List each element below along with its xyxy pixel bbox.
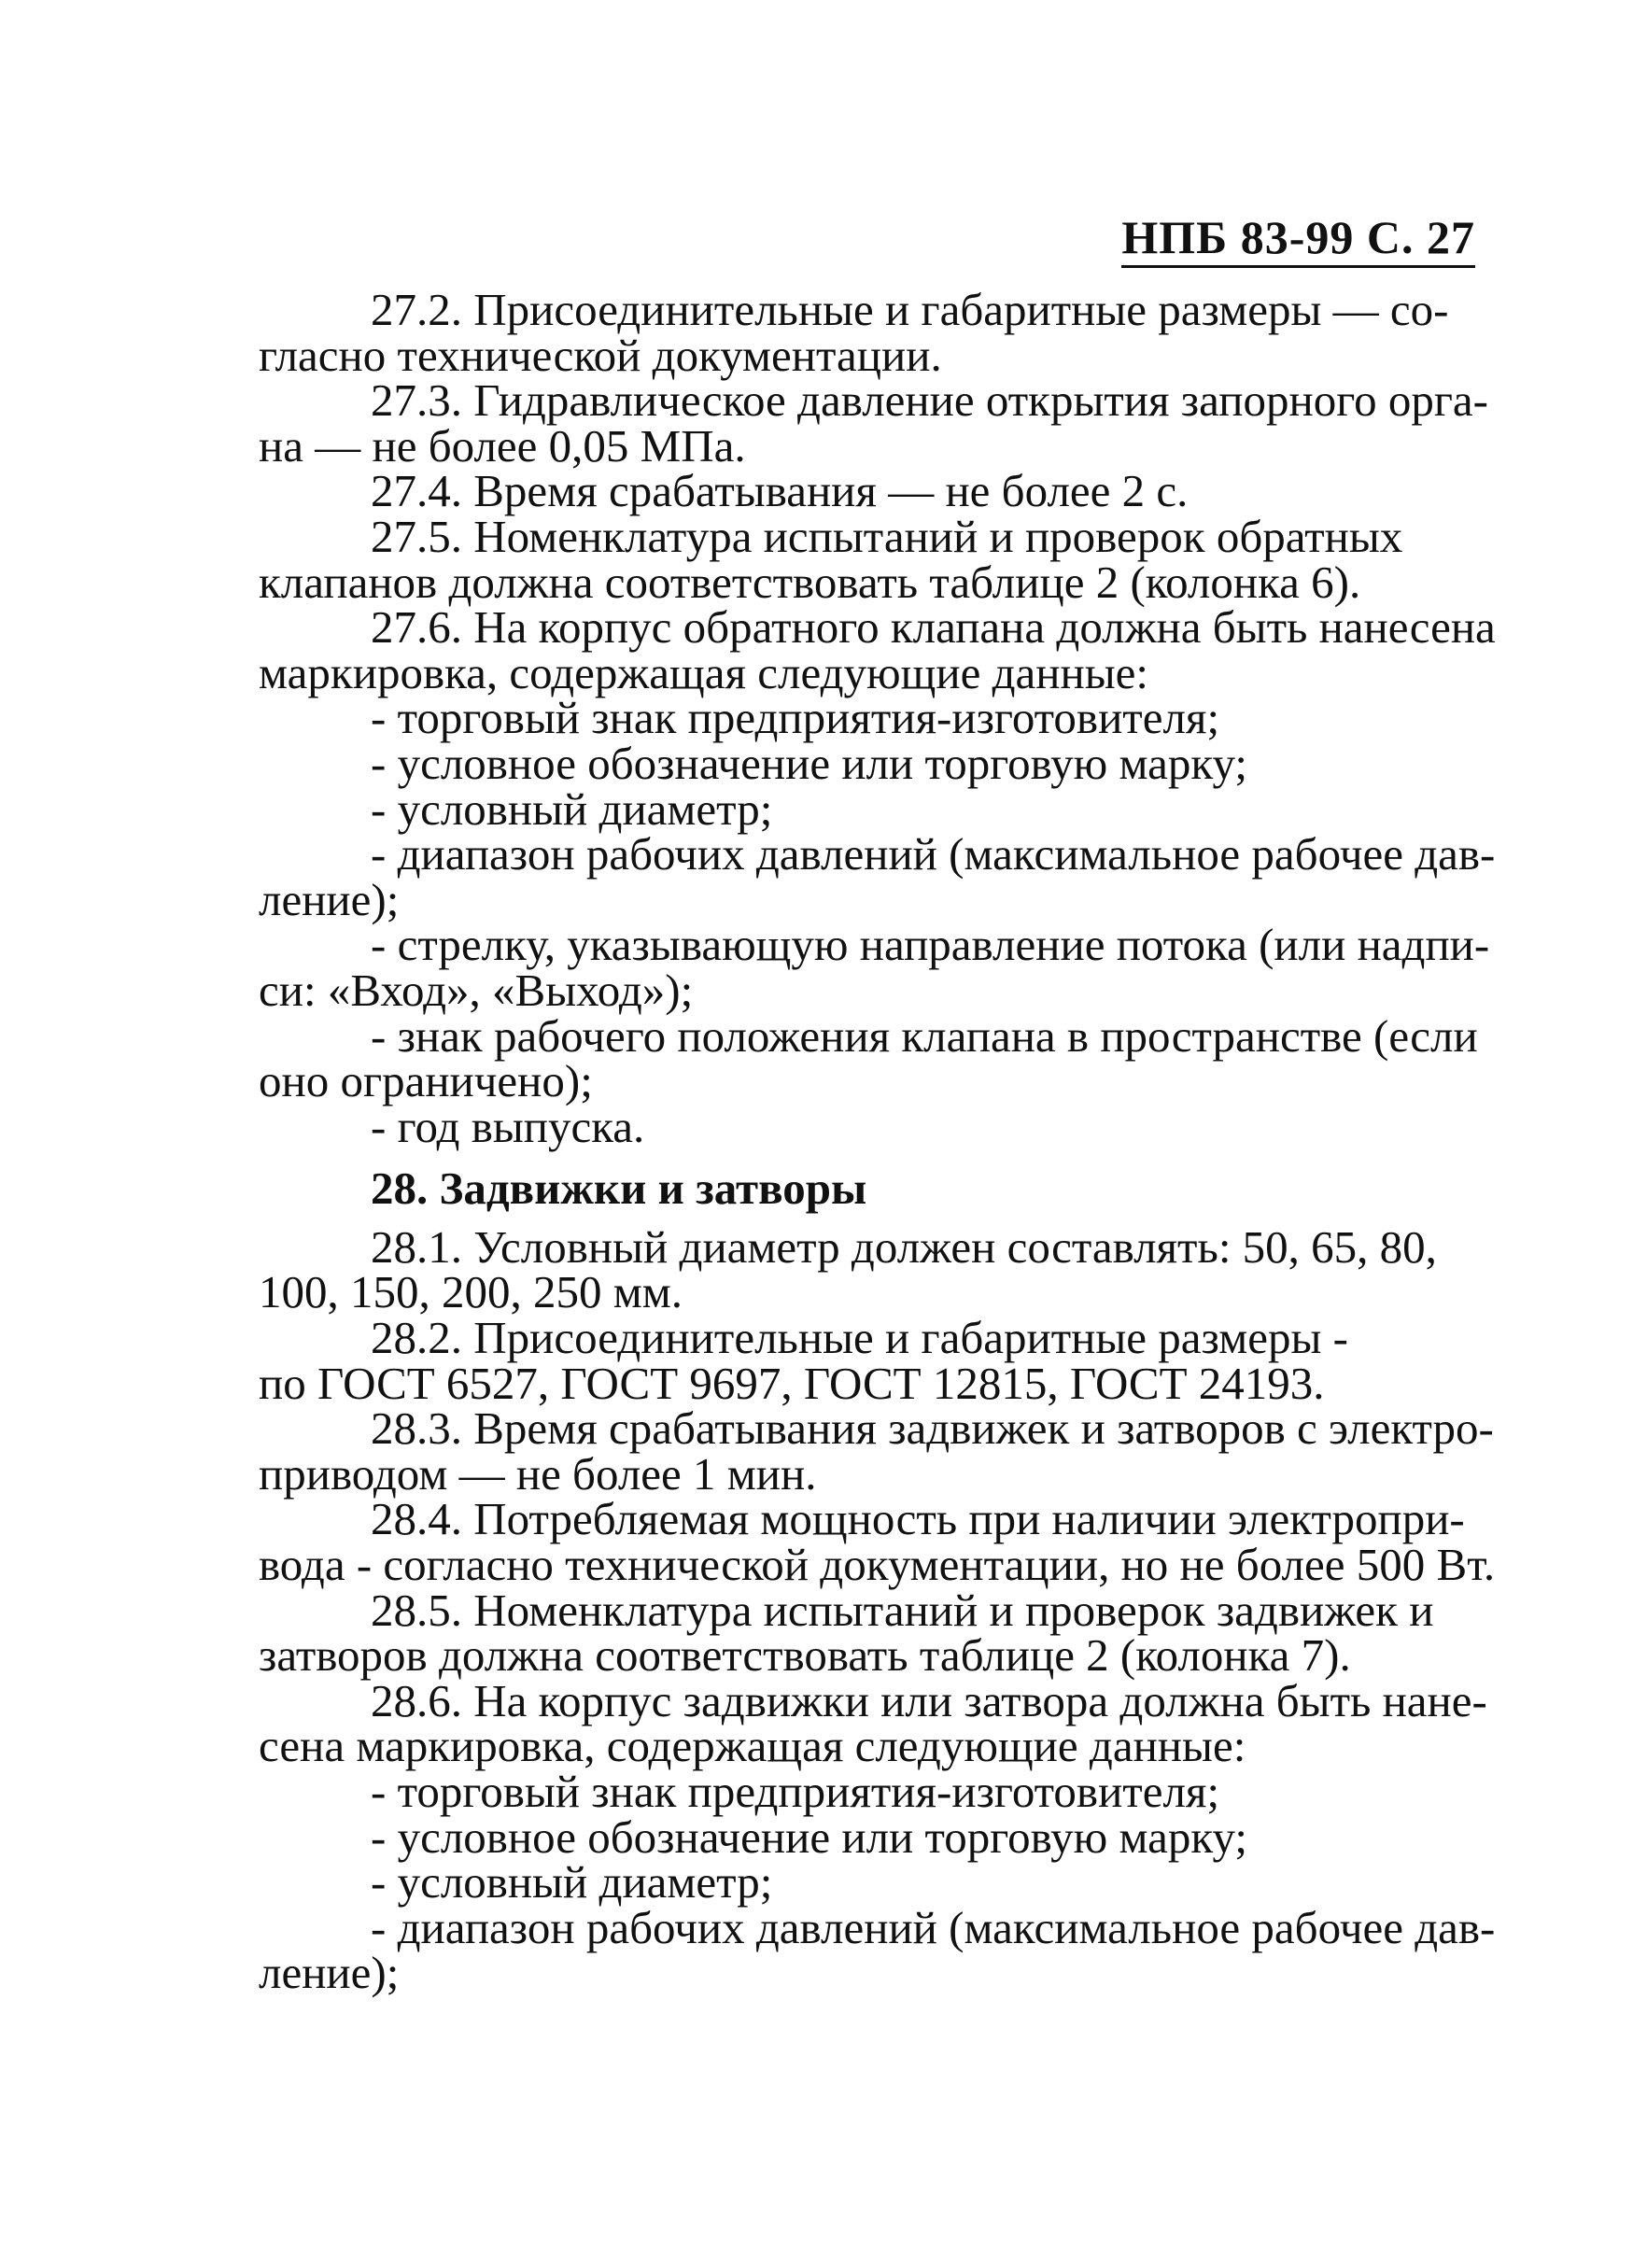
- paragraph-line: на — не более 0,05 МПа.: [259, 419, 746, 472]
- paragraph-line: [259, 284, 1477, 335]
- paragraph-line: 27.3. Гидравлическое давление открытия запорного орга-: [371, 374, 1488, 427]
- paragraph-line: затворов должна соответствовать таблице 2 (колонка 7).: [259, 1629, 1351, 1682]
- list-item-continuation: ление);: [259, 1947, 400, 1999]
- paragraph-line: вода - согласно технической документации, но не более 500 Вт.: [259, 1539, 1496, 1591]
- paragraph-28-4: [259, 1493, 1496, 1591]
- paragraph-line: 28.2. Присоединительные и габаритные размеры -: [371, 1312, 1348, 1364]
- line-text: 27.2. Присоединительные и габаритные размеры — со-: [371, 284, 1449, 335]
- paragraph-line: сена маркировка, содержащая следующие данные:: [259, 1720, 1246, 1772]
- list-item-continuation: оно ограничено);: [259, 1055, 593, 1107]
- list-item: - условное обозначение или торговую марку;: [371, 737, 1247, 789]
- paragraph-line: маркировка, содержащая следующие данные:: [259, 646, 1148, 698]
- paragraph-27-3: [259, 374, 1488, 472]
- marking-list-28: [259, 1766, 1496, 1999]
- list-item: - стрелку, указывающую направление потока (или надпи-: [371, 919, 1490, 971]
- paragraph-line: 28.1. Условный диаметр должен составлять: 50, 65, 80,: [371, 1220, 1437, 1273]
- paragraph-line: приводом — не более 1 мин.: [259, 1447, 817, 1500]
- section-heading-28: 28. Задвижки и затворы: [371, 1162, 867, 1215]
- paragraph-28-3: [259, 1402, 1494, 1500]
- list-item: - диапазон рабочих давлений (максимальное рабочее дав-: [371, 1901, 1496, 1953]
- list-item: - знак рабочего положения клапана в пространстве (если: [371, 1009, 1478, 1062]
- paragraph-27-4: [259, 465, 1477, 517]
- paragraph-line: 27.6. На корпус обратного клапана должна быть нанесена: [371, 601, 1496, 654]
- document-body: [259, 284, 1496, 1999]
- list-item: - условный диаметр;: [371, 1856, 773, 1909]
- paragraph-27-6: [259, 601, 1496, 698]
- paragraph-28-1: [259, 1220, 1477, 1318]
- paragraph-line: 28.3. Время срабатывания задвижек и затворов с электро-: [371, 1402, 1494, 1455]
- paragraph-line: 28.5. Номенклатура испытаний и проверок задвижек и: [371, 1584, 1434, 1636]
- marking-list-27: [259, 692, 1496, 1152]
- list-item-continuation: си: «Вход», «Выход»);: [259, 964, 694, 1016]
- list-item: - диапазон рабочих давлений (максимальное рабочее дав-: [371, 828, 1496, 880]
- list-item: - год выпуска.: [371, 1100, 645, 1152]
- paragraph-line: 28.6. На корпус задвижки или затвора должна быть нане-: [371, 1674, 1487, 1726]
- paragraph-28-6: [259, 1674, 1487, 1772]
- paragraph-27-5: [259, 510, 1477, 608]
- paragraph-line: гласно технической документации.: [259, 329, 942, 381]
- paragraph-line: 28.4. Потребляемая мощность при наличии электропри-: [371, 1493, 1465, 1545]
- running-header: [1102, 211, 1475, 268]
- paragraph-line: клапанов должна соответствовать таблице 2 (колонка 6).: [259, 556, 1361, 608]
- paragraph-27-2: [259, 284, 1477, 381]
- paragraph-28-2: [259, 1312, 1477, 1409]
- paragraph-28-5: [259, 1584, 1477, 1682]
- list-item: - условный диаметр;: [371, 782, 773, 835]
- paragraph-line: 100, 150, 200, 250 мм.: [259, 1266, 683, 1318]
- running-title: НПБ 83-99 С. 27: [1121, 211, 1475, 268]
- list-item: - условное обозначение или торговую марку;: [371, 1810, 1247, 1863]
- list-item: - торговый знак предприятия-изготовителя;: [371, 692, 1220, 744]
- paragraph-line: 27.5. Номенклатура испытаний и проверок обратных: [371, 510, 1403, 562]
- list-item: - торговый знак предприятия-изготовителя;: [371, 1766, 1220, 1817]
- paragraph-line: по ГОСТ 6527, ГОСТ 9697, ГОСТ 12815, ГОСТ 24193.: [259, 1357, 1325, 1409]
- paragraph-line: 27.4. Время срабатывания — не более 2 с.: [371, 465, 1189, 517]
- list-item-continuation: ление);: [259, 873, 400, 925]
